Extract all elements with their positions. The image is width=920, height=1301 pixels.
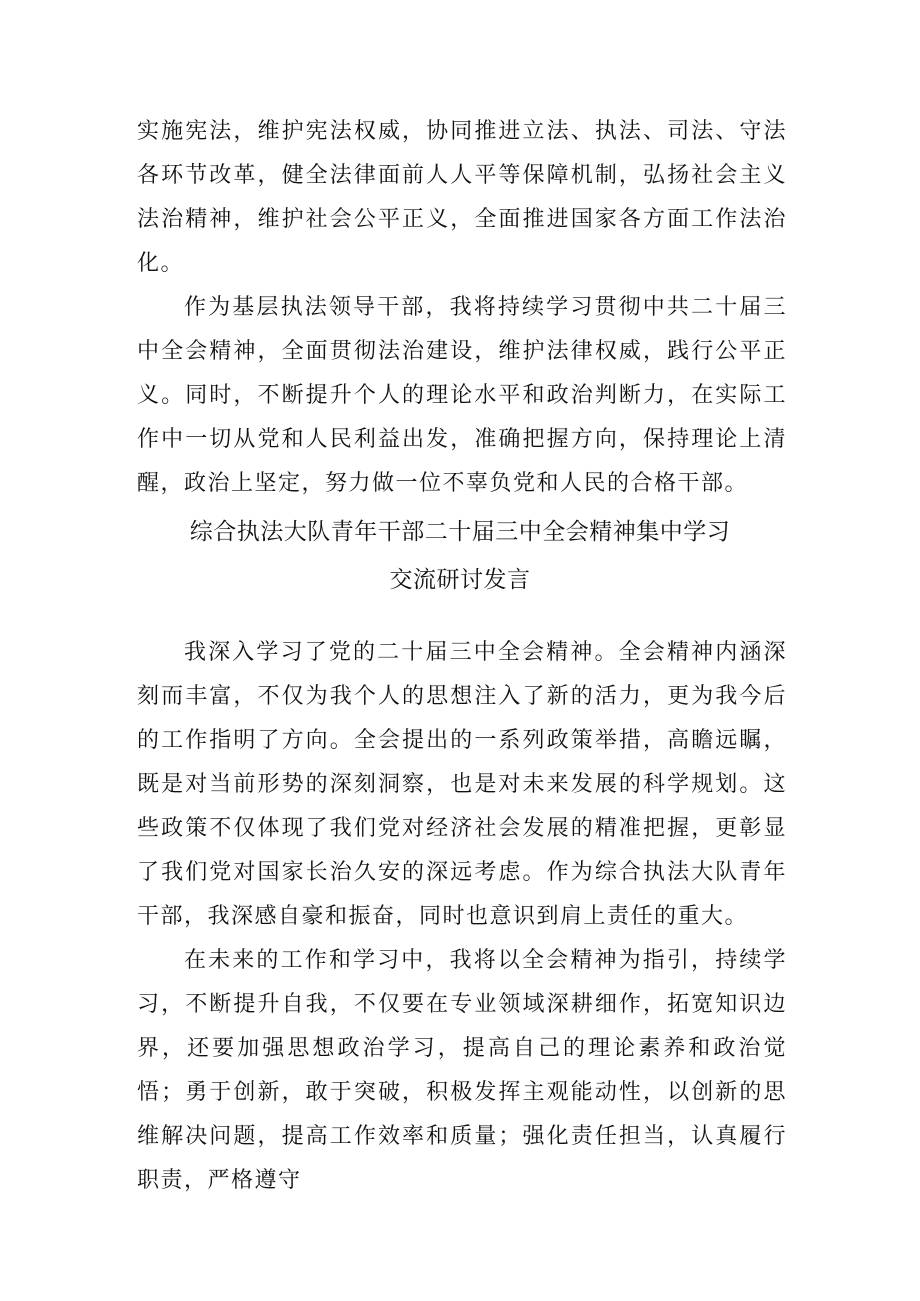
paragraph-3: 我深入学习了党的二十届三中全会精神。全会精神内涵深刻而丰富，不仅为我个人的思想注入了新的活力，更为我今后的工作指明了方向。全会提出的一系列政策举措，高瞻远瞩，既是对当前形势的深刻洞察，也是对未来发展的科学规划。这些政策不仅体现了我们党对经济社会发展的精准把握，更彰显了我们党对国家长治久安的深远考虑。作为综合执法大队青年干部，我深感自豪和振奋，同时也意识到肩上责任的重大。 (137, 640, 787, 929)
section-2-text (137, 631, 787, 1203)
title-line-2: 交流研讨发言 (389, 567, 531, 593)
document-title (0, 508, 920, 604)
section-1-text (137, 110, 787, 506)
paragraph-2: 作为基层执法领导干部，我将持续学习贯彻中共二十届三中全会精神，全面贯彻法治建设，维护法律权威，践行公平正义。同时，不断提升个人的理论水平和政治判断力，在实际工作中一切从党和人民利益出发，准确把握方向，保持理论上清醒，政治上坚定，努力做一位不辜负党和人民的合格干部。 (137, 295, 787, 496)
paragraph-1: 实施宪法，维护宪法权威，协同推进立法、执法、司法、守法各环节改革，健全法律面前人人平等保障机制，弘扬社会主义法治精神，维护社会公平正义，全面推进国家各方面工作法治化。 (137, 119, 787, 276)
title-line-1: 综合执法大队青年干部二十届三中全会精神集中学习 (189, 519, 731, 545)
paragraph-4: 在未来的工作和学习中，我将以全会精神为指引，持续学习，不断提升自我，不仅要在专业领域深耕细作，拓宽知识边界，还要加强思想政治学习，提高自己的理论素养和政治觉悟；勇于创新，敢于突破，积极发挥主观能动性，以创新的思维解决问题，提高工作效率和质量；强化责任担当，认真履行职责，严格遵守 (137, 948, 787, 1193)
